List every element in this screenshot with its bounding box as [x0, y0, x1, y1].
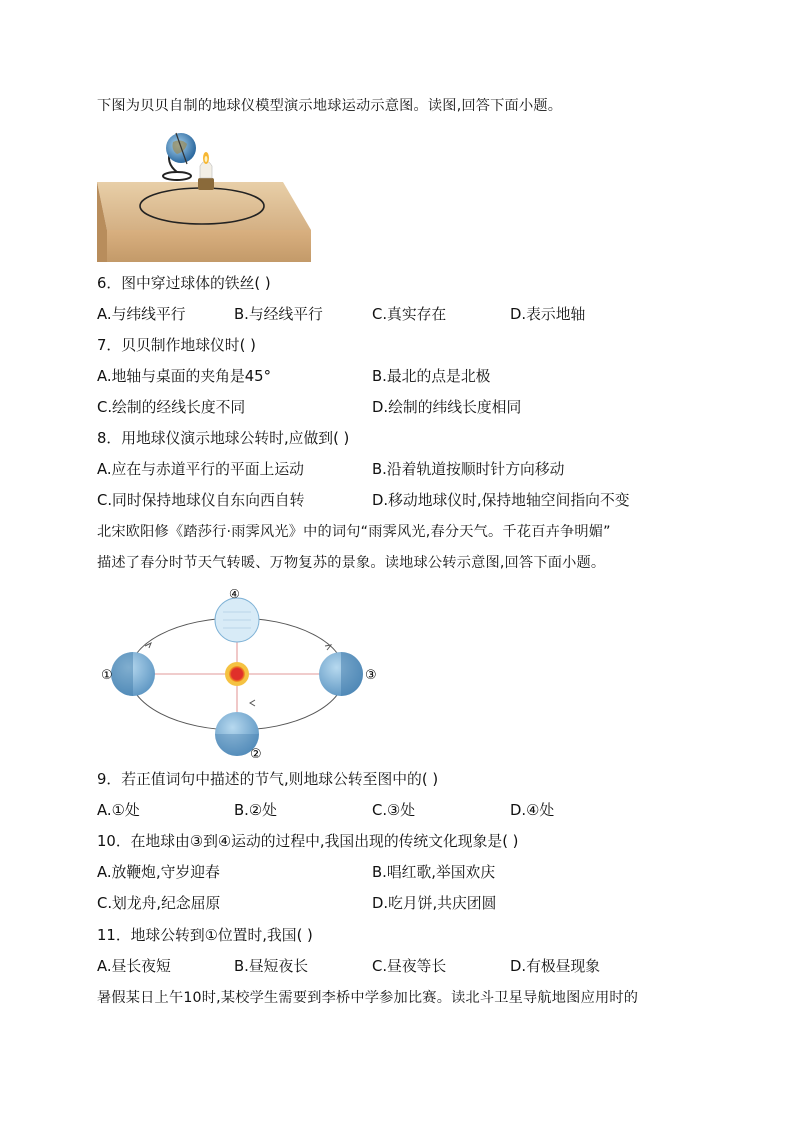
question-10-option-c[interactable]: C.划龙舟,纪念屈原 — [97, 895, 221, 912]
question-9-option-c[interactable]: C.③处 — [372, 802, 416, 819]
question-8-option-b[interactable]: B.沿着轨道按顺时针方向移动 — [372, 461, 565, 478]
candle-holder — [198, 178, 214, 190]
sun-icon — [225, 662, 249, 686]
question-10-option-a[interactable]: A.放鞭炮,守岁迎春 — [97, 864, 220, 881]
question-9-option-b[interactable]: B.②处 — [234, 802, 277, 819]
question-7-option-c[interactable]: C.绘制的经线长度不同 — [97, 399, 246, 416]
question-9-option-d[interactable]: D.④处 — [510, 802, 555, 819]
question-9-option-a[interactable]: A.①处 — [97, 802, 140, 819]
earth-position-1 — [111, 652, 155, 696]
question-8-option-c[interactable]: C.同时保持地球仪自东向西自转 — [97, 492, 305, 509]
question-6-option-a[interactable]: A.与纬线平行 — [97, 306, 186, 323]
question-7-option-a[interactable]: A.地轴与桌面的夹角是45° — [97, 368, 271, 385]
question-11-stem: 11．地球公转到①位置时,我国( ) — [97, 927, 313, 944]
intro-text-3: 暑假某日上午10时,某校学生需要到李桥中学参加比赛。读北斗卫星导航地图应用时的 — [97, 990, 639, 1006]
question-7-option-b[interactable]: B.最北的点是北极 — [372, 368, 491, 385]
question-8-option-a[interactable]: A.应在与赤道平行的平面上运动 — [97, 461, 304, 478]
question-11-option-a[interactable]: A.昼长夜短 — [97, 958, 171, 975]
question-6-option-d[interactable]: D.表示地轴 — [510, 306, 586, 323]
question-10-option-d[interactable]: D.吃月饼,共庆团圆 — [372, 895, 497, 912]
orbit-label-4: ④ — [229, 587, 240, 601]
question-10-option-b[interactable]: B.唱红歌,举国欢庆 — [372, 864, 496, 881]
question-11-option-d[interactable]: D.有极昼现象 — [510, 958, 601, 975]
question-10-stem: 10．在地球由③到④运动的过程中,我国出现的传统文化现象是( ) — [97, 833, 519, 850]
orbit-label-1: ① — [101, 668, 113, 683]
earth-position-4 — [215, 598, 259, 642]
question-6-option-c[interactable]: C.真实存在 — [372, 306, 447, 323]
orbit-label-3: ③ — [365, 668, 377, 683]
intro-text-2-line-1: 北宋欧阳修《踏莎行·雨霁风光》中的词句“雨霁风光,春分天气。千花百卉争明媚” — [97, 524, 611, 540]
table-front — [107, 230, 311, 262]
intro-text-2-line-2: 描述了春分时节天气转暖、万物复苏的景象。读地球公转示意图,回答下面小题。 — [97, 555, 606, 571]
question-11-option-b[interactable]: B.昼短夜长 — [234, 958, 309, 975]
question-6-option-b[interactable]: B.与经线平行 — [234, 306, 323, 323]
globe-model-figure — [97, 128, 311, 262]
question-8-option-d[interactable]: D.移动地球仪时,保持地轴空间指向不变 — [372, 492, 630, 509]
question-8-stem: 8．用地球仪演示地球公转时,应做到( ) — [97, 430, 350, 447]
question-9-stem: 9．若正值词句中描述的节气,则地球公转至图中的( ) — [97, 771, 439, 788]
intro-text-1: 下图为贝贝自制的地球仪模型演示地球运动示意图。读图,回答下面小题。 — [97, 98, 563, 114]
question-11-option-c[interactable]: C.昼夜等长 — [372, 958, 447, 975]
question-6-stem: 6．图中穿过球体的铁丝( ) — [97, 275, 271, 292]
question-7-option-d[interactable]: D.绘制的纬线长度相同 — [372, 399, 522, 416]
orbit-label-2: ② — [250, 747, 262, 758]
earth-position-3 — [319, 652, 363, 696]
globe-stand-base — [163, 172, 191, 180]
question-7-stem: 7．贝贝制作地球仪时( ) — [97, 337, 256, 354]
earth-orbit-diagram — [95, 586, 385, 758]
